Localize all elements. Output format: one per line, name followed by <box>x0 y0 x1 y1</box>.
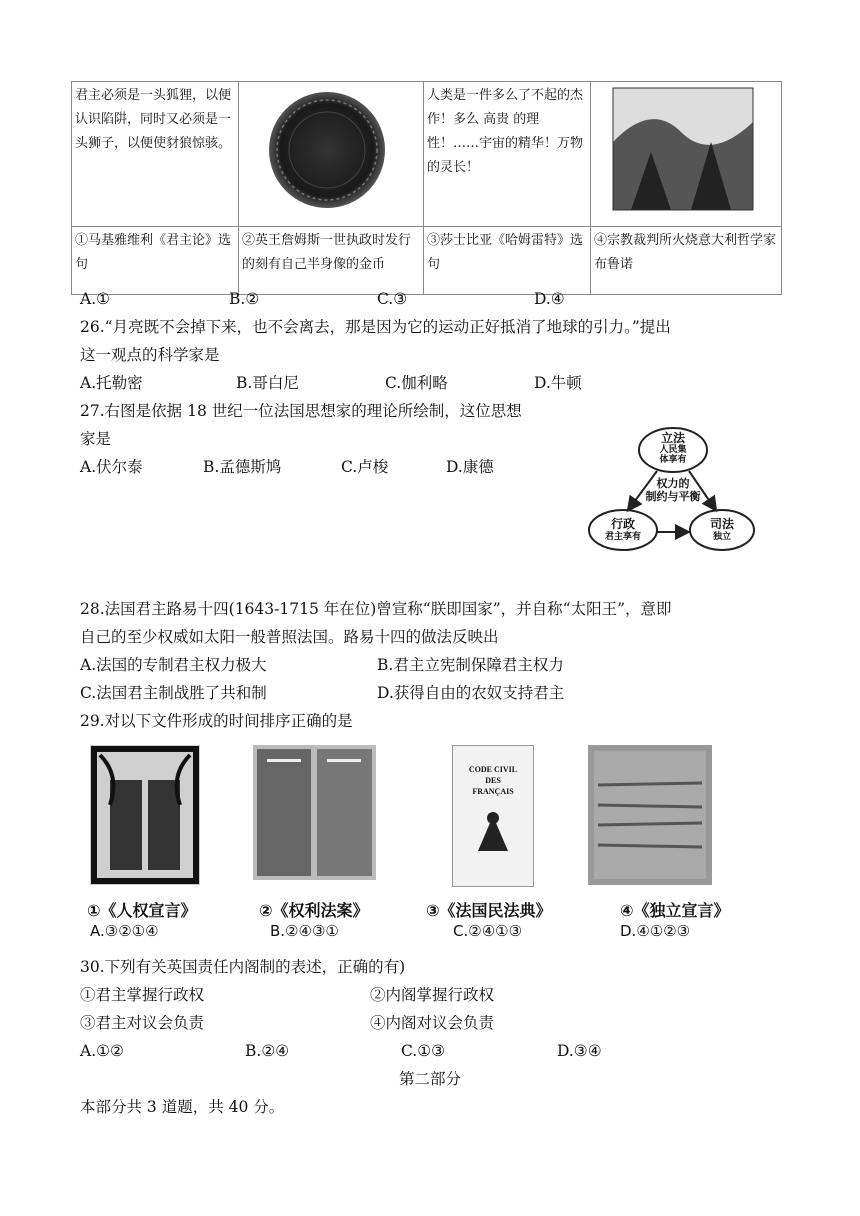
q29-option-b[interactable]: B.②④③① <box>270 922 339 940</box>
q25-option-c[interactable]: C.③ <box>377 290 408 308</box>
q25-caption-3: ③莎士比亚《哈姆雷特》选句 <box>424 227 591 295</box>
q28-option-c[interactable]: C.法国君主制战胜了共和制 <box>80 684 267 702</box>
q25-option-d[interactable]: D.④ <box>534 290 565 308</box>
q25-bruno-image <box>591 82 782 227</box>
separation-of-powers-diagram <box>585 425 760 560</box>
diagram-judicial: 司法 独立 <box>709 517 734 542</box>
q29-doc-image-2 <box>253 745 376 880</box>
q30-option-c[interactable]: C.①③ <box>401 1042 446 1060</box>
q28-option-a[interactable]: A.法国的专制君主权力极大 <box>80 656 267 674</box>
diagram-center-label: 权力的 制约与平衡 <box>645 477 701 503</box>
q30-item-4: ④内阁对议会负责 <box>370 1014 495 1032</box>
part2-title: 第二部分 <box>398 1070 461 1088</box>
q28-stem-line1: 28.法国君主路易十四(1643-1715 年在位)曾宣称“朕即国家”，并自称“太阳王”，意即 <box>80 600 672 618</box>
q25-quote-hamlet: 人类是一件多么了不起的杰作！多么 高贵 的理性！……宇宙的精华！万物的灵长！ <box>424 82 591 227</box>
diagram-legislative: 立法 人民集 体享有 <box>659 431 687 465</box>
q25-caption-4: ④宗教裁判所火烧意大利哲学家布鲁诺 <box>591 227 782 295</box>
q28-option-b[interactable]: B.君主立宪制保障君主权力 <box>377 656 564 674</box>
q26-stem-line1: 26.“月亮既不会掉下来，也不会离去，那是因为它的运动正好抵消了地球的引力。”提出 <box>80 318 671 336</box>
q30-stem: 30.下列有关英国责任内阁制的表述，正确的有) <box>80 958 406 976</box>
q29-option-a[interactable]: A.③②①④ <box>90 922 159 940</box>
q29-caption-2: ②《权利法案》 <box>259 901 369 920</box>
q29-caption-4: ④《独立宣言》 <box>620 901 730 920</box>
q27-stem-line1: 27.右图是依据 18 世纪一位法国思想家的理论所绘制，这位思想 <box>80 402 522 420</box>
q25-coin-image <box>239 82 424 227</box>
q28-stem-line2: 自己的至少权威如太阳一般普照法国。路易十四的做法反映出 <box>80 628 499 646</box>
q30-item-2: ②内阁掌握行政权 <box>370 986 495 1004</box>
q29-doc-image-1 <box>90 745 200 885</box>
q26-option-a[interactable]: A.托勒密 <box>80 374 143 392</box>
q30-option-d[interactable]: D.③④ <box>557 1042 602 1060</box>
q29-stem: 29.对以下文件形成的时间排序正确的是 <box>80 712 353 730</box>
q27-stem-line2: 家是 <box>80 430 112 448</box>
q29-doc-image-4 <box>588 745 712 885</box>
q29-caption-3: ③《法国民法典》 <box>426 901 552 920</box>
q29-option-d[interactable]: D.④①②③ <box>620 922 691 940</box>
q29-caption-1: ①《人权宣言》 <box>87 901 197 920</box>
part2-description: 本部分共 3 道题，共 40 分。 <box>80 1098 285 1116</box>
q30-option-a[interactable]: A.①② <box>80 1042 124 1060</box>
q26-stem-line2: 这一观点的科学家是 <box>80 346 220 364</box>
q25-table <box>71 81 782 295</box>
q25-caption-1: ①马基雅维利《君主论》选句 <box>72 227 239 295</box>
q26-option-b[interactable]: B.哥白尼 <box>236 374 299 392</box>
q30-item-3: ③君主对议会负责 <box>80 1014 205 1032</box>
q29-option-c[interactable]: C.②④①③ <box>453 922 523 940</box>
q27-option-d[interactable]: D.康德 <box>446 458 494 476</box>
q25-option-a[interactable]: A.① <box>80 290 111 308</box>
q28-option-d[interactable]: D.获得自由的农奴支持君主 <box>377 684 565 702</box>
q27-option-a[interactable]: A.伏尔泰 <box>80 458 143 476</box>
q26-option-d[interactable]: D.牛顿 <box>534 374 582 392</box>
q26-option-c[interactable]: C.伽利略 <box>385 374 448 392</box>
q25-caption-2: ②英王詹姆斯一世执政时发行的刻有自己半身像的金币 <box>239 227 424 295</box>
q30-item-1: ①君主掌握行政权 <box>80 986 205 1004</box>
q27-option-b[interactable]: B.孟德斯鸠 <box>203 458 282 476</box>
q25-quote-machiavelli: 君主必须是一头狐狸，以便认识陷阱，同时又必须是一头狮子，以便使豺狼惊骇。 <box>72 82 239 227</box>
q27-option-c[interactable]: C.卢梭 <box>341 458 389 476</box>
diagram-executive: 行政 君主享有 <box>604 517 641 542</box>
q29-doc-image-3: CODE CIVIL DES FRANÇAIS <box>452 745 534 887</box>
q30-option-b[interactable]: B.②④ <box>245 1042 290 1060</box>
q25-option-b[interactable]: B.② <box>229 290 260 308</box>
